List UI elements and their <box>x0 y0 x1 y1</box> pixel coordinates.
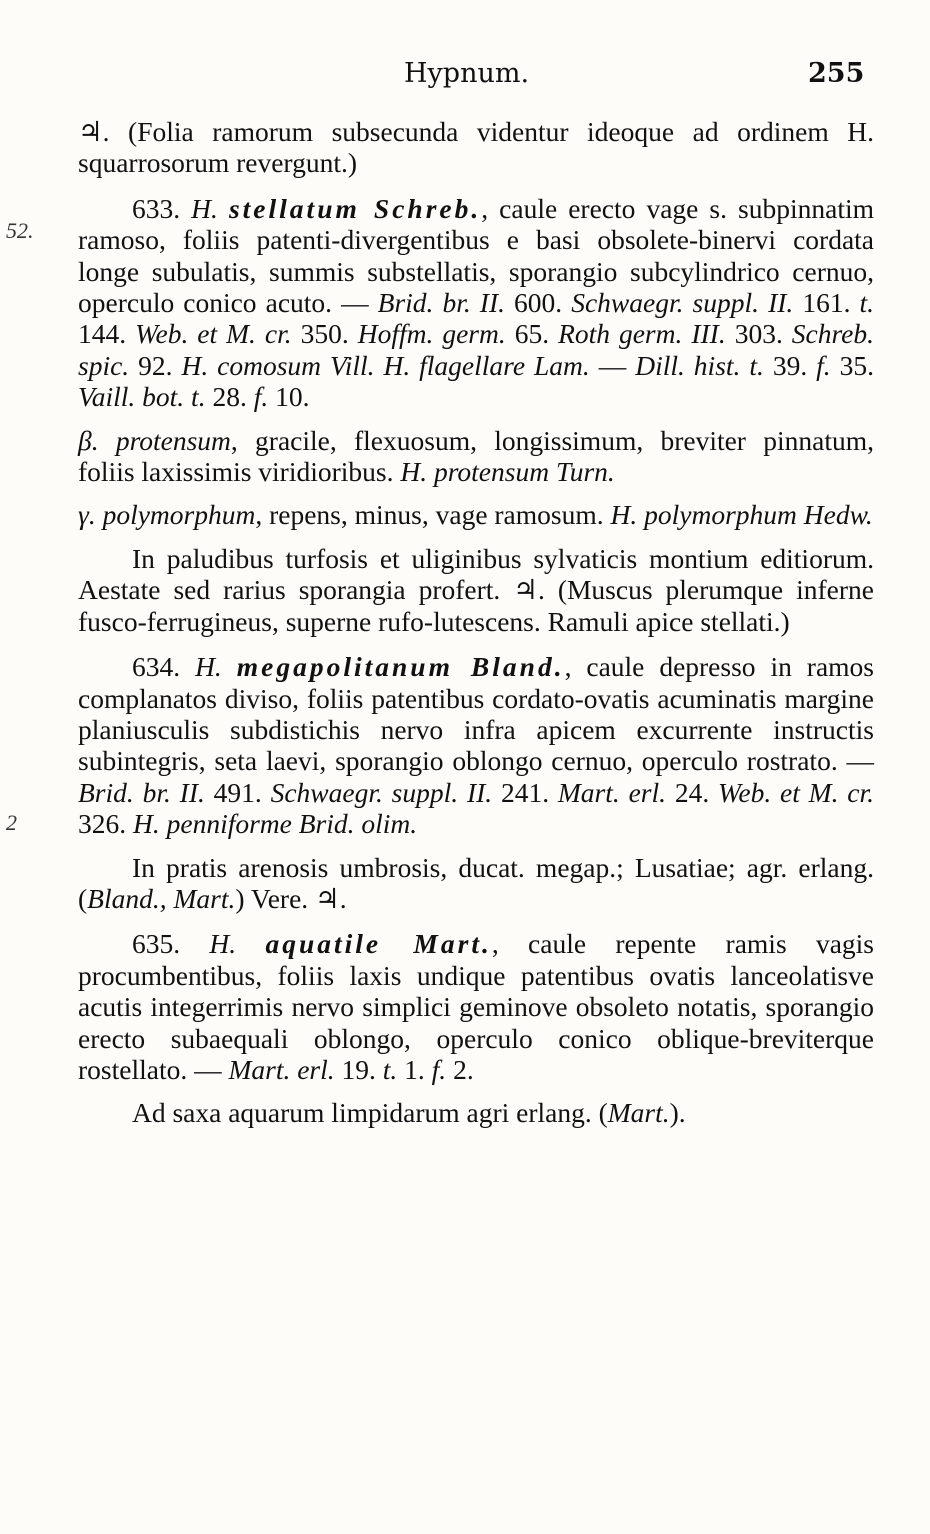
text-run: Mart. <box>607 1097 670 1129</box>
text-run: 2. <box>453 1053 474 1085</box>
text-run: f. <box>253 381 276 413</box>
text-run: 161. <box>802 287 860 319</box>
text-run: 144. <box>78 318 136 350</box>
text-run: Bland., Mart. <box>87 882 236 914</box>
text-run: In paludibus turfosis et uliginibus sylvaticis montium editiorum. Aestate sed rarius sporangia profert. ♃. (Muscus plerumque inferne fusco-ferrugineus, superne rufo-lutescens. Ramuli apice stellati.) <box>78 542 874 637</box>
text-run: H. <box>191 192 229 224</box>
text-run: Schwaegr. suppl. II. <box>270 776 501 808</box>
text-run: ♃. (Folia ramorum subsecunda videntur ideoque ad ordinem H. squarrosorum revergunt.) <box>78 116 874 179</box>
paragraph-habitat-634 <box>78 852 874 915</box>
text-run: 241. <box>500 776 558 808</box>
text-run: , gracile, flexuosum, longissimum, breviter pinnatum, foliis laxissimis viridioribus. <box>78 424 874 488</box>
text-run: 92. <box>138 349 182 381</box>
page-number: 255 <box>808 58 865 89</box>
text-run: 24. <box>674 776 718 808</box>
text-run: Brid. br. II. <box>78 776 214 808</box>
text-run: 634. <box>132 651 196 683</box>
text-run: 19. <box>341 1053 383 1085</box>
paragraph-intro-note <box>78 116 874 179</box>
running-header <box>0 58 930 98</box>
text-run: 326. <box>78 808 133 840</box>
text-run: f. <box>816 349 840 381</box>
text-run: γ. polymorphum <box>78 499 256 531</box>
text-run: — <box>589 349 636 381</box>
text-run: Ad saxa aquarum limpidarum agri erlang. ( <box>132 1097 608 1129</box>
text-run: H. polymorphum Hedw. <box>610 499 873 531</box>
paragraph-habitat-633 <box>78 543 874 637</box>
text-run: , caule repente ramis vagis procumbentibus, foliis laxis undique patentibus ovatis lanceolatisve acutis integerrimis nervo simplici geminove obsoleto notatis, sporangio erecto subaequali oblongo, operculo conico oblique-breviterque rostellato. — <box>78 928 874 1085</box>
text-run: ). <box>669 1097 686 1129</box>
paragraph-var-beta <box>78 425 874 488</box>
text-run: 491. <box>213 776 271 808</box>
paragraph-species-633 <box>78 193 874 413</box>
text-run: 635. <box>132 928 210 960</box>
text-run: In pratis arenosis umbrosis, ducat. megap.; Lusatiae; agr. erlang. ( <box>78 851 874 914</box>
text-body <box>78 116 874 1129</box>
text-run: 10. <box>275 381 310 413</box>
text-run: Mart. erl. <box>228 1053 342 1085</box>
text-run: Schreb. spic. <box>78 318 875 381</box>
margin-note-52: 52. <box>6 218 34 243</box>
text-run: stellatum Schreb. <box>228 192 482 224</box>
text-run: Web. et M. cr. <box>135 318 301 350</box>
text-run: Schwaegr. suppl. II. <box>571 287 803 319</box>
text-run: Hoffm. germ. <box>357 318 515 350</box>
text-run: 65. <box>514 318 559 350</box>
text-run: 600. <box>514 287 572 319</box>
text-run: Vaill. bot. t. <box>78 381 213 413</box>
text-run: , caule erecto vage s. subpinnatim ramoso, foliis patenti-divergentibus e basi obsolete-binervi cordata longe subulatis, summis substellatis, sporangio subcylindrico cernuo, operculo conico acuto. — <box>78 192 874 319</box>
text-run: 28. <box>212 381 254 413</box>
text-run: Dill. hist. t. <box>635 349 773 381</box>
text-run: 1. <box>404 1053 432 1085</box>
text-run: H. <box>195 651 237 683</box>
running-title: Hypnum. <box>404 58 530 89</box>
text-run: Web. et M. cr. <box>718 776 874 808</box>
text-run: t. <box>382 1053 405 1085</box>
text-run: H. <box>209 928 266 960</box>
paragraph-var-gamma <box>78 499 874 530</box>
text-run: H. penniforme Brid. olim. <box>133 808 418 840</box>
text-run: , caule depresso in ramos complanatos diviso, foliis patentibus cordato-ovatis acuminatis margine planiusculis subdistichis nervo infra apicem excurrente instructis subintegris, seta laevi, sporangio oblongo cernuo, operculo rostrato. — <box>78 651 875 777</box>
text-run: 39. <box>772 349 817 381</box>
text-run: Roth germ. III. <box>558 318 735 350</box>
text-run: aquatile Mart. <box>265 928 492 960</box>
text-run: 303. <box>734 318 792 350</box>
text-run: Brid. br. II. <box>377 287 515 319</box>
paragraph-habitat-635 <box>78 1097 874 1128</box>
text-run: megapolitanum Bland. <box>236 651 565 683</box>
text-run: 350. <box>300 318 358 350</box>
margin-note-2: 2 <box>6 810 17 835</box>
text-run: H. protensum Turn. <box>400 456 615 488</box>
text-run: Mart. erl. <box>557 776 675 808</box>
text-run: 35. <box>839 349 875 381</box>
text-run: f. <box>431 1053 454 1085</box>
text-run: ) Vere. ♃. <box>235 882 347 914</box>
paragraph-species-635 <box>78 928 874 1085</box>
text-run: β. protensum <box>78 424 231 456</box>
text-run: t. <box>859 287 875 319</box>
text-run: 633. <box>132 192 192 224</box>
text-run: H. comosum Vill. H. flagellare Lam. <box>181 349 590 381</box>
text-run: , repens, minus, vage ramosum. <box>255 499 611 531</box>
paragraph-species-634 <box>78 651 874 839</box>
